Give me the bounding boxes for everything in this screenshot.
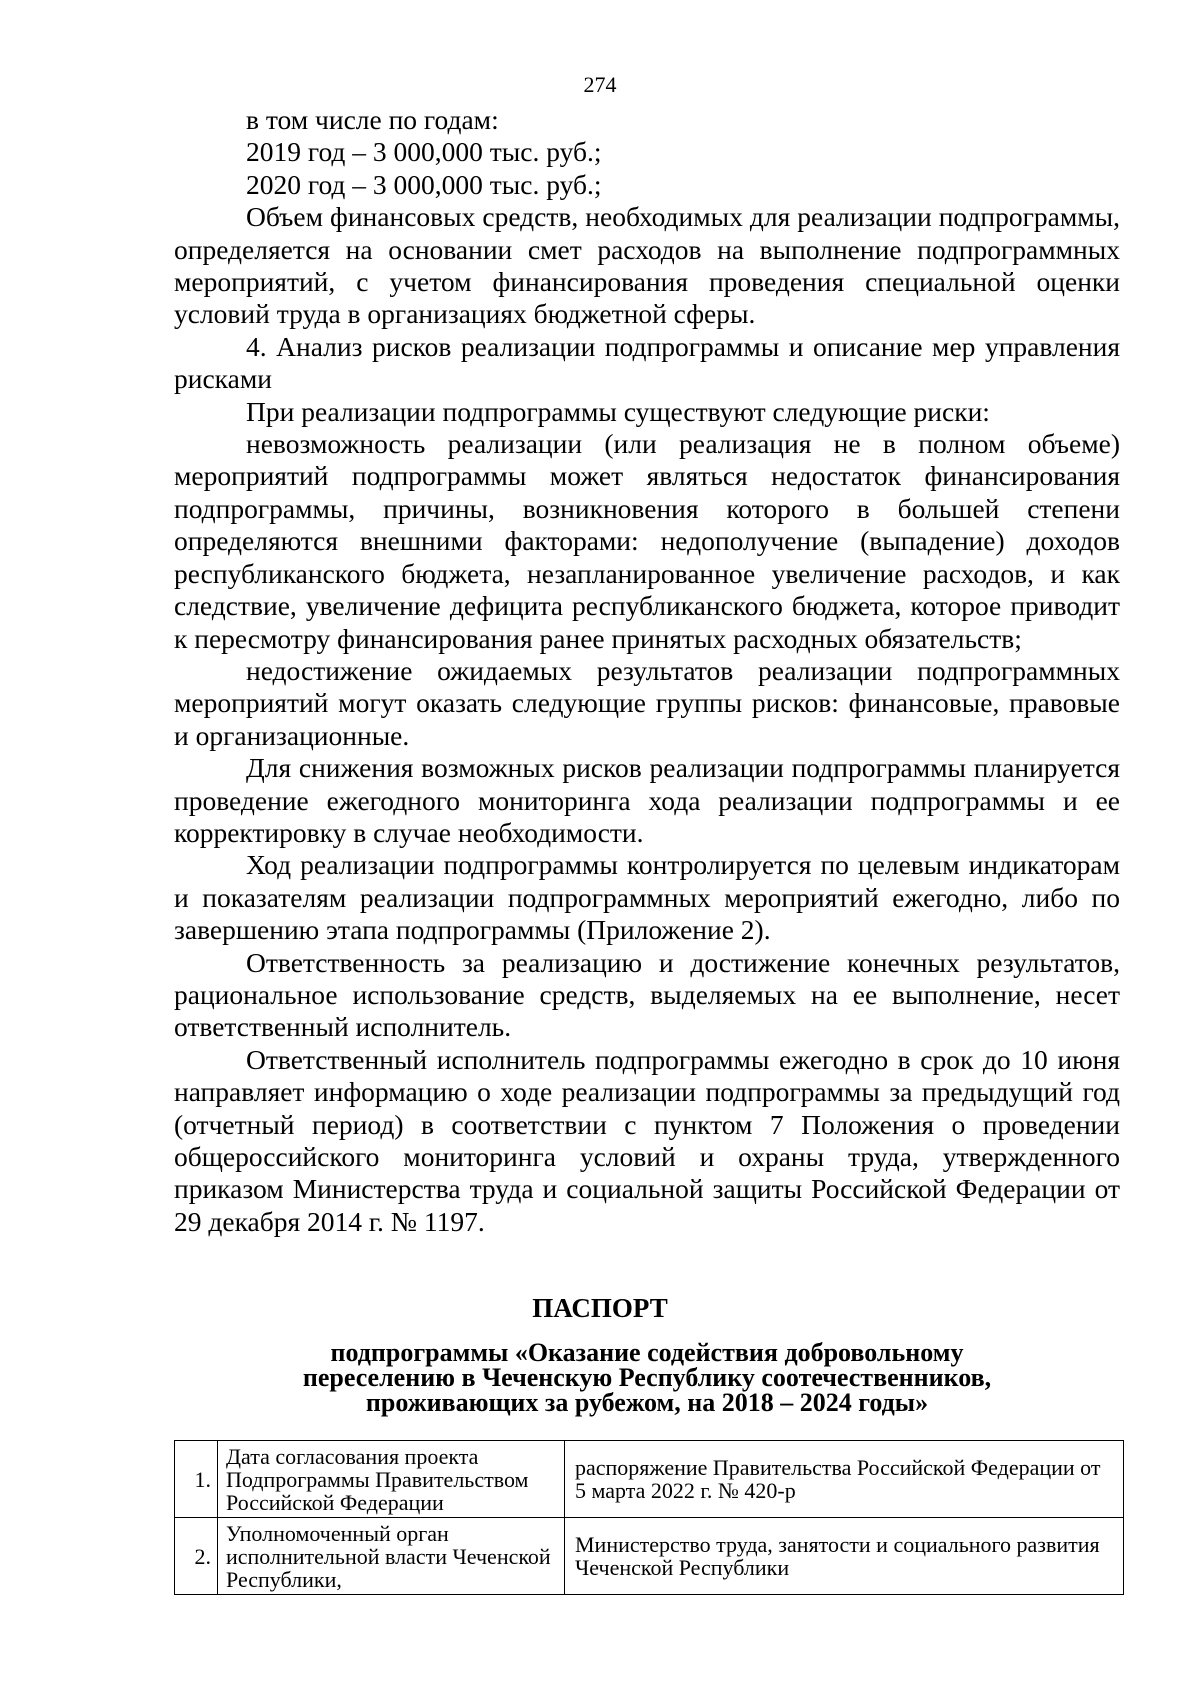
paragraph-risk-groups: недостижение ожидаемых результатов реализации подпрограммных мероприятий могут оказать следующие группы рисков: финансовые, правовые и организационные. — [174, 654, 1120, 751]
passport-subtitle — [174, 1340, 1120, 1415]
paragraph-risks-intro: При реализации подпрограммы существуют следующие риски: — [246, 395, 990, 427]
document-body — [174, 104, 1120, 1238]
paragraph-year-2019: 2019 год – 3 000,000 тыс. руб.; — [246, 136, 602, 168]
passport-subtitle-line: переселению в Чеченскую Республику соотечественников, — [302, 1363, 992, 1392]
row-number: 1. — [175, 1441, 218, 1518]
section-heading-risks: 4. Анализ рисков реализации подпрограммы и описание мер управления рисками — [174, 330, 1120, 395]
paragraph-years-intro: в том числе по годам: — [246, 104, 499, 135]
row-label: Дата согласования проекта Подпрограммы Правительством Российской Федерации — [218, 1441, 565, 1518]
passport-title: ПАСПОРТ — [532, 1293, 668, 1323]
paragraph-risk-mitigation: Для снижения возможных рисков реализации подпрограммы планируется проведение ежегодного мониторинга хода реализации подпрограммы и ее корректировку в случае необходимости. — [174, 752, 1120, 848]
row-number: 2. — [175, 1518, 218, 1595]
row-label: Уполномоченный орган исполнительной власти Чеченской Республики, — [218, 1518, 565, 1595]
paragraph-progress-control: Ход реализации подпрограммы контролируется по целевым индикаторам и показателям реализации подпрограммных мероприятий ежегодно, либо по завершению этапа подпрограммы (Приложение 2). — [174, 849, 1120, 946]
passport-subtitle-line: подпрограммы «Оказание содействия добровольному — [330, 1338, 964, 1367]
paragraph-risk-financing: невозможность реализации (или реализация не в полном объеме) мероприятий подпрограммы может являться недостаток финансирования подпрограммы, причины, возникновения которого в большей степени определяются внешними факторами: недополучение (выпадение) доходов республиканского бюджета, незапланированное увеличение расходов, и как следствие, увеличение дефицита республиканского бюджета, которое приводит к пересмотру финансирования ранее принятых расходных обязательств; — [174, 428, 1120, 654]
table-row — [175, 1441, 1124, 1518]
table-row — [175, 1518, 1124, 1595]
paragraph-year-2020: 2020 год – 3 000,000 тыс. руб.; — [246, 168, 602, 200]
page-number: 274 — [583, 72, 617, 97]
row-value: распоряжение Правительства Российской Федерации от 5 марта 2022 г. № 420-р — [565, 1441, 1124, 1518]
paragraph-funding-volume: Объем финансовых средств, необходимых для реализации подпрограммы, определяется на основании смет расходов на выполнение подпрограммных мероприятий, с учетом финансирования проведения специальной оценки условий труда в организациях бюджетной сферы. — [174, 201, 1120, 330]
passport-subtitle-line: проживающих за рубежом, на 2018 – 2024 годы» — [365, 1388, 929, 1417]
passport-table — [174, 1440, 1124, 1595]
paragraph-responsibility: Ответственность за реализацию и достижение конечных результатов, рациональное использование средств, выделяемых на ее выполнение, несет ответственный исполнитель. — [174, 946, 1120, 1043]
row-value: Министерство труда, занятости и социального развития Чеченской Республики — [565, 1518, 1124, 1595]
paragraph-reporting: Ответственный исполнитель подпрограммы ежегодно в срок до 10 июня направляет информацию о ходе реализации подпрограммы за предыдущий год (отчетный период) в соответствии с пунктом 7 Положения о проведении общероссийского мониторинга условий и охраны труда, утвержденного приказом Министерства труда и социальной защиты Российской Федерации от 29 декабря 2014 г. № 1197. — [174, 1043, 1120, 1237]
